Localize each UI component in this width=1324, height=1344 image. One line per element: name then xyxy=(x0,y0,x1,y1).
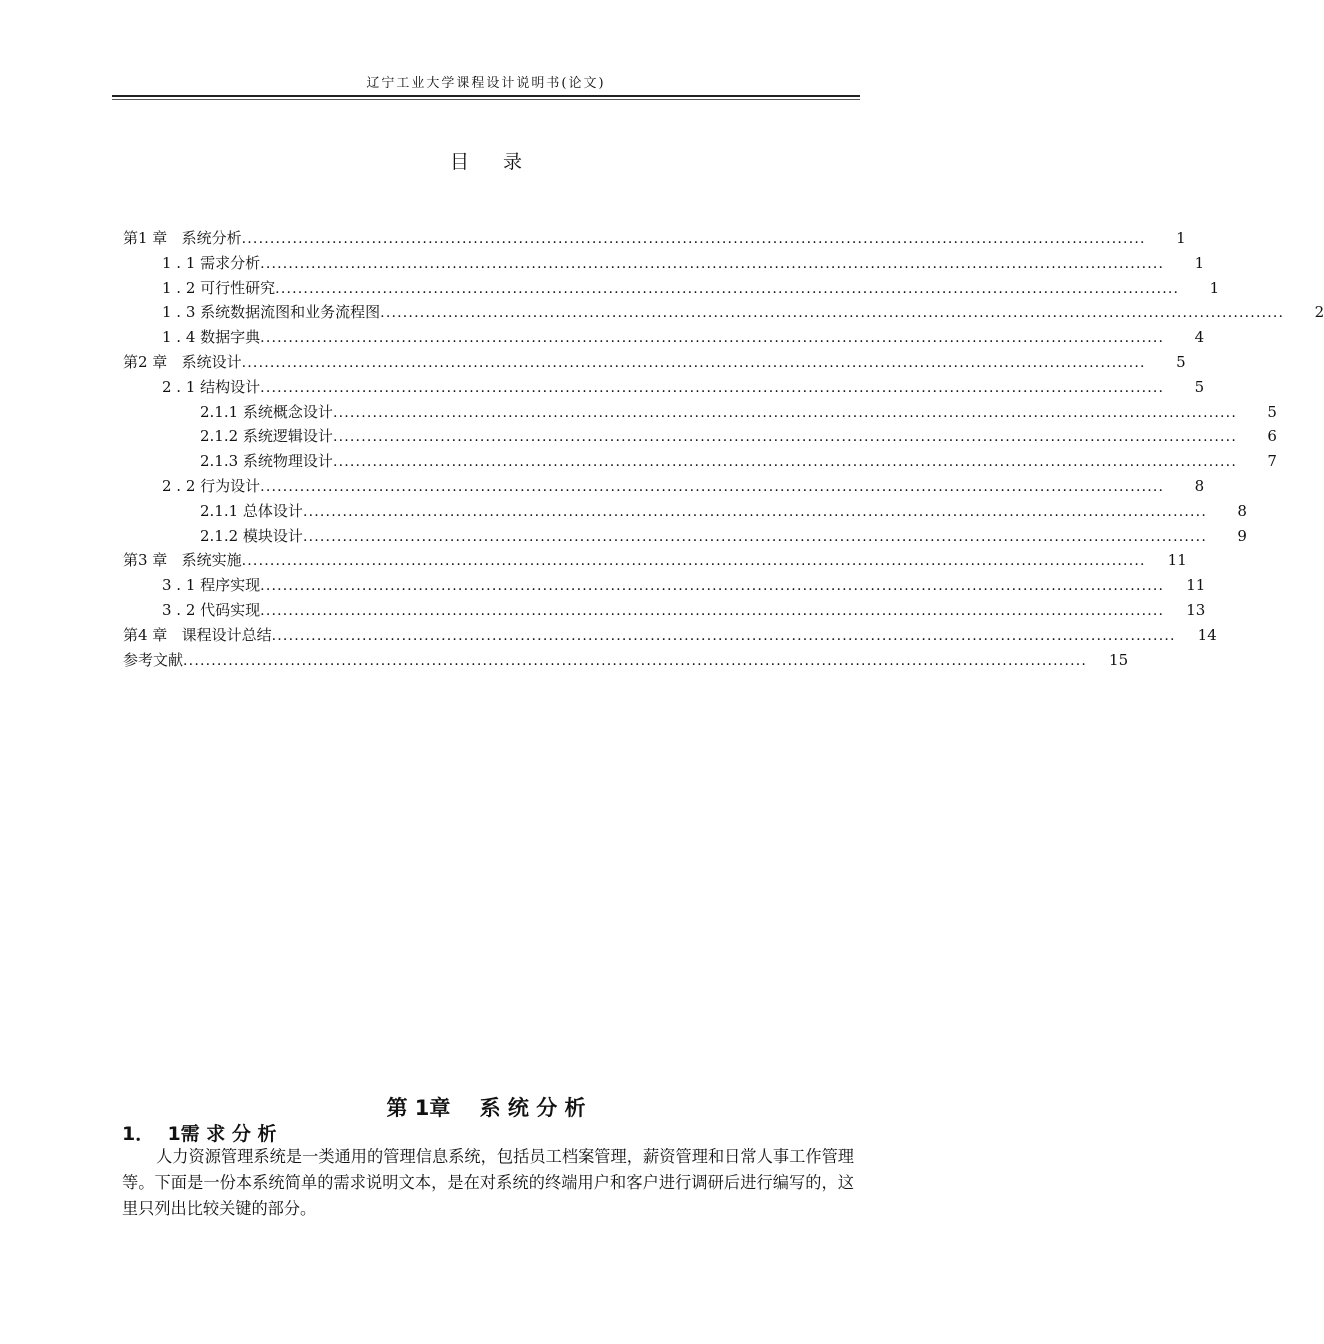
toc-leader-dots: ................................................................................................................................................................ xyxy=(271,627,1176,644)
toc-leader-dots: ................................................................................................................................................................ xyxy=(302,528,1207,545)
header-rule xyxy=(112,95,860,97)
toc-entry-label: 2 . 1 结构设计 xyxy=(162,377,261,396)
toc-entry[interactable] xyxy=(123,226,1186,251)
toc-entry-page: 5 xyxy=(1176,352,1186,371)
toc-leader-dots: ................................................................................................................................................................ xyxy=(260,602,1165,619)
toc-entry-page: 11 xyxy=(1167,551,1187,570)
toc-entry[interactable] xyxy=(123,325,1205,350)
toc-entry[interactable] xyxy=(123,623,1217,648)
toc-entry-page: 7 xyxy=(1267,452,1277,471)
toc-entry[interactable] xyxy=(123,648,1129,673)
toc-entry-label: 1 . 4 数据字典 xyxy=(162,328,261,347)
toc-leader-dots: ................................................................................................................................................................ xyxy=(260,379,1165,396)
toc-entry-label: 2 . 2 行为设计 xyxy=(162,476,261,495)
toc-entry-page: 9 xyxy=(1237,526,1247,545)
toc-entry-label: 参考文献 xyxy=(123,650,184,669)
toc-entry-page: 1 xyxy=(1209,278,1220,297)
toc-entry-label: 2.1.2 模块设计 xyxy=(200,526,303,545)
toc-entry[interactable] xyxy=(123,276,1220,301)
toc-leader-dots: ................................................................................................................................................................ xyxy=(260,578,1165,595)
toc-entry[interactable] xyxy=(123,499,1247,524)
toc-entry-label: 第2 章 系统设计 xyxy=(123,352,242,371)
toc-entry-label: 1 . 2 可行性研究 xyxy=(162,278,276,297)
toc-entry-page: 4 xyxy=(1194,328,1205,347)
toc-entry[interactable] xyxy=(123,424,1277,449)
toc-leader-dots: ................................................................................................................................................................ xyxy=(260,255,1165,272)
toc-entry[interactable] xyxy=(123,474,1205,499)
toc-entry-label: 1 . 1 需求分析 xyxy=(162,253,261,272)
toc-entry-page: 5 xyxy=(1267,402,1277,421)
toc-entry-label: 2.1.2 系统逻辑设计 xyxy=(200,427,333,446)
toc-entry-page: 14 xyxy=(1197,625,1217,644)
toc-entry-page: 8 xyxy=(1237,501,1247,520)
toc-entry-page: 13 xyxy=(1186,600,1206,619)
page-header-title: 辽宁工业大学课程设计说明书(论文) xyxy=(366,76,606,91)
toc-entry-label: 第4 章 课程设计总结 xyxy=(123,625,272,644)
toc-leader-dots: ................................................................................................................................................................ xyxy=(260,478,1165,495)
toc-leader-dots: ................................................................................................................................................................ xyxy=(241,354,1146,371)
toc-entry[interactable] xyxy=(123,449,1277,474)
toc-entry-page: 8 xyxy=(1194,476,1205,495)
toc-leader-dots: ................................................................................................................................................................ xyxy=(260,330,1165,347)
toc-entry-page: 1 xyxy=(1194,253,1205,272)
toc-leader-dots: ................................................................................................................................................................ xyxy=(332,429,1237,446)
table-of-contents xyxy=(123,226,1324,672)
toc-entry-label: 第3 章 系统实施 xyxy=(123,551,242,570)
toc-entry-label: 3 . 2 代码实现 xyxy=(162,600,261,619)
chapter-heading: 第 1章 系 统 分 析 xyxy=(386,1096,586,1120)
toc-leader-dots: ................................................................................................................................................................ xyxy=(275,280,1180,297)
toc-entry-page: 5 xyxy=(1194,377,1205,396)
toc-leader-dots: ................................................................................................................................................................ xyxy=(332,454,1237,471)
toc-entry-label: 第1 章 系统分析 xyxy=(123,229,242,247)
toc-entry[interactable] xyxy=(123,350,1186,375)
toc-leader-dots: ................................................................................................................................................................ xyxy=(332,404,1237,421)
toc-entry-label: 2.1.1 总体设计 xyxy=(200,501,303,520)
section-heading: 1． 1需 求 分 析 xyxy=(122,1123,277,1145)
toc-entry[interactable] xyxy=(123,598,1206,623)
toc-entry[interactable] xyxy=(123,573,1206,598)
toc-entry-page: 1 xyxy=(1176,229,1186,247)
toc-entry[interactable] xyxy=(123,400,1277,425)
toc-leader-dots: ................................................................................................................................................................ xyxy=(183,652,1088,669)
toc-entry[interactable] xyxy=(123,300,1324,325)
toc-entry[interactable] xyxy=(123,251,1205,276)
toc-entry[interactable] xyxy=(123,524,1247,549)
toc-entry-label: 1 . 3 系统数据流图和业务流程图 xyxy=(162,303,381,322)
toc-title: 目录 xyxy=(449,151,556,173)
toc-entry-page: 15 xyxy=(1109,650,1129,669)
body-paragraph: 人力资源管理系统是一类通用的管理信息系统，包括员工档案管理，薪资管理和日常人事工作管理等。下面是一份本系统简单的需求说明文本，是在对系统的终端用户和客户进行调研后进行编写的，这里只列出比较关键的部分。 xyxy=(122,1147,854,1218)
toc-entry-page: 6 xyxy=(1267,427,1277,446)
toc-leader-dots: ................................................................................................................................................................ xyxy=(302,503,1207,520)
toc-entry-page: 2 xyxy=(1314,303,1324,322)
toc-entry-label: 2.1.3 系统物理设计 xyxy=(200,452,333,471)
toc-leader-dots: ................................................................................................................................................................ xyxy=(241,553,1146,570)
toc-entry-page: 11 xyxy=(1186,576,1206,595)
toc-entry-label: 2.1.1 系统概念设计 xyxy=(200,402,333,421)
toc-entry[interactable] xyxy=(123,548,1187,573)
header-rule-thin xyxy=(112,99,860,100)
toc-leader-dots: ................................................................................................................................................................ xyxy=(241,231,1146,247)
toc-leader-dots: ................................................................................................................................................................ xyxy=(380,305,1285,322)
toc-entry[interactable] xyxy=(123,375,1205,400)
toc-entry-label: 3 . 1 程序实现 xyxy=(162,576,261,595)
